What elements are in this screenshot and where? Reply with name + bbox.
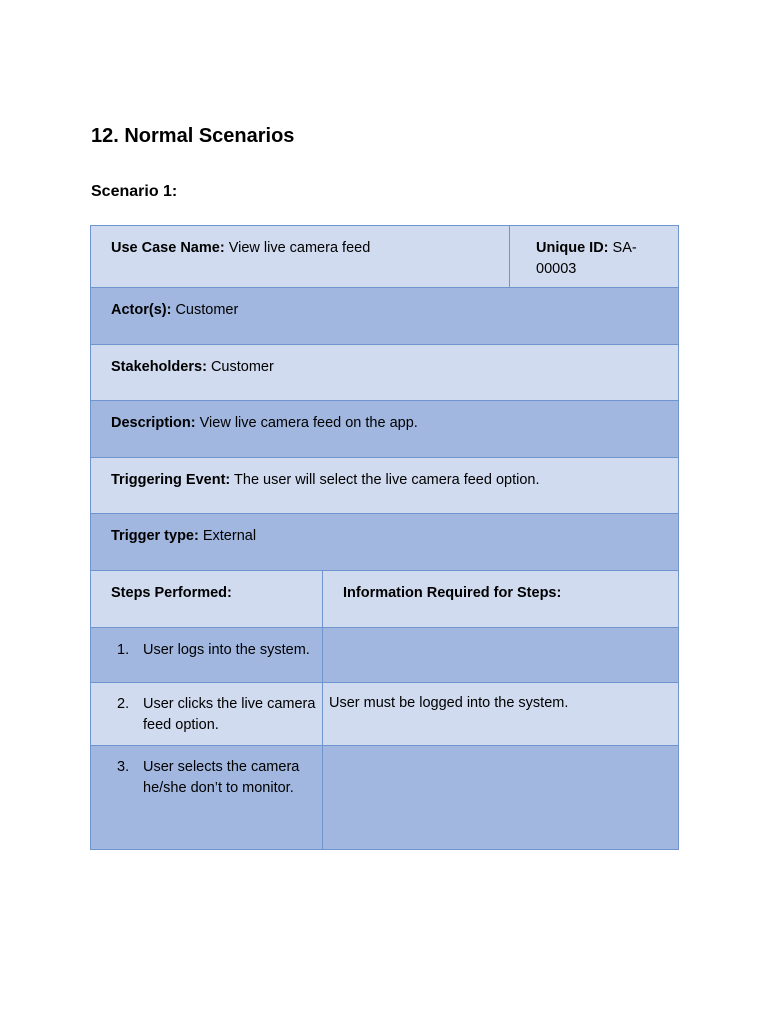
triggering-event-label: Triggering Event: <box>111 472 231 488</box>
row-use-case-name <box>91 226 679 288</box>
step-cell <box>91 683 323 746</box>
row-steps-header <box>91 571 679 628</box>
actors-value: Customer <box>175 302 239 318</box>
steps-header-cell <box>91 571 323 628</box>
step-number: 1. <box>117 642 130 658</box>
step-number: 3. <box>117 759 130 775</box>
table-row <box>91 683 679 746</box>
actors-label: Actor(s): <box>111 302 172 318</box>
actors-cell <box>91 288 679 345</box>
row-stakeholders <box>91 345 679 401</box>
info-header: Information Required for Steps: <box>343 585 562 601</box>
step-number: 2. <box>117 696 130 712</box>
description-cell <box>91 401 679 458</box>
step-info-cell <box>323 746 679 850</box>
step-info-cell <box>323 628 679 683</box>
row-trigger-type <box>91 514 679 571</box>
list-item <box>117 694 316 736</box>
step-cell <box>91 628 323 683</box>
step-text: User selects the camera he/she don’t to monitor. <box>143 759 300 796</box>
row-triggering-event <box>91 458 679 514</box>
trigger-type-value: External <box>202 528 257 544</box>
list-item <box>117 640 316 661</box>
triggering-event-value: The user will select the live camera feed option. <box>234 472 540 488</box>
use-case-table <box>90 225 679 850</box>
step-text: User clicks the live camera feed option. <box>143 696 316 733</box>
use-case-name-cell <box>91 226 510 288</box>
unique-id-value: SA-00003 <box>536 240 637 277</box>
unique-id-cell <box>510 226 679 288</box>
list-item <box>117 757 316 799</box>
step-info: User must be logged into the system. <box>329 695 569 711</box>
stakeholders-value: Customer <box>210 359 274 375</box>
description-value: View live camera feed on the app. <box>199 415 418 431</box>
row-actors <box>91 288 679 345</box>
table-row <box>91 628 679 683</box>
stakeholders-cell <box>91 345 679 401</box>
table-row <box>91 746 679 850</box>
step-info-cell <box>323 683 679 746</box>
row-description <box>91 401 679 458</box>
triggering-event-cell <box>91 458 679 514</box>
trigger-type-label: Trigger type: <box>111 528 199 544</box>
scenario-title: Scenario 1: <box>91 183 178 200</box>
steps-header: Steps Performed: <box>111 585 232 601</box>
description-label: Description: <box>111 415 196 431</box>
info-header-cell <box>323 571 679 628</box>
stakeholders-label: Stakeholders: <box>111 359 207 375</box>
trigger-type-cell <box>91 514 679 571</box>
unique-id-label: Unique ID: <box>536 240 609 256</box>
step-text: User logs into the system. <box>143 642 310 658</box>
use-case-name-label: Use Case Name: <box>111 240 225 256</box>
step-cell <box>91 746 323 850</box>
use-case-name-value: View live camera feed <box>228 240 371 256</box>
section-title: 12. Normal Scenarios <box>91 125 295 147</box>
